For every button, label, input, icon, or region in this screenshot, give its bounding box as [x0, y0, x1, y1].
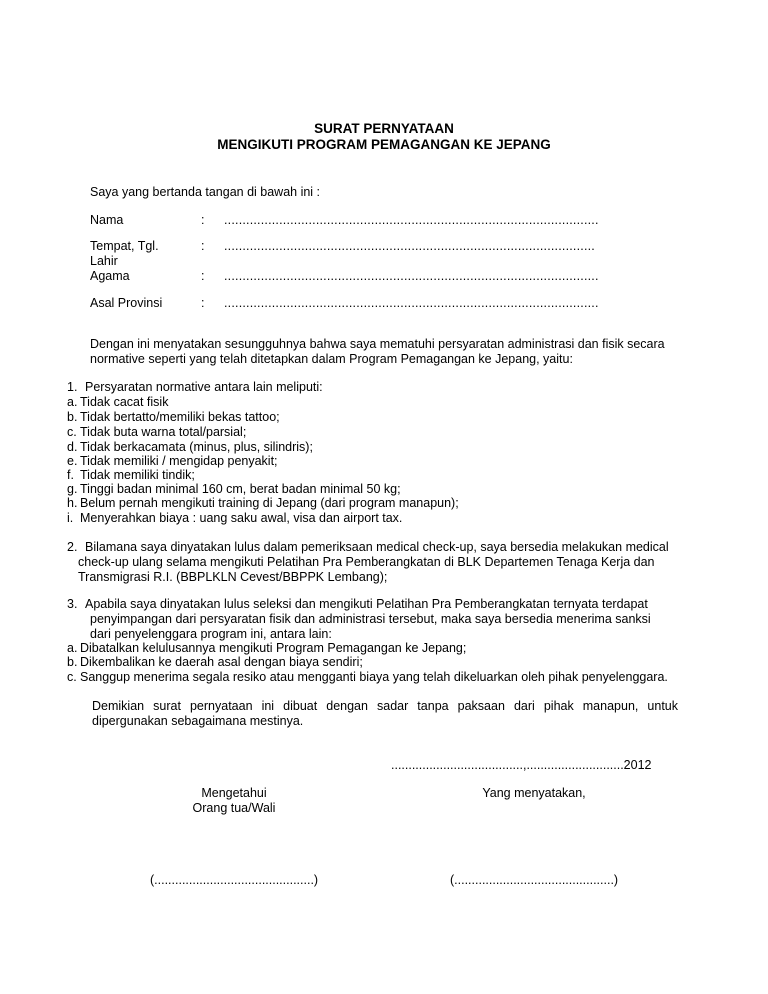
field-tempat-tgl-blank: .....................................................................................................	[224, 239, 595, 253]
document-title: SURAT PERNYATAAN	[314, 121, 454, 136]
list-item: Belum pernah mengikuti training di Jepang (dari program manapun);	[80, 496, 459, 510]
field-label-nama: Nama	[90, 213, 124, 227]
list-item: Dikembalikan ke daerah asal dengan biaya sendiri;	[80, 655, 363, 669]
list-item-marker: c.	[67, 670, 77, 684]
field-asal-provinsi-blank: ......................................................................................................	[224, 296, 599, 310]
section-1-number: 1.	[67, 380, 78, 394]
list-item-marker: h.	[67, 496, 78, 510]
section-3-line-1: Apabila saya dinyatakan lulus seleksi dan mengikuti Pelatihan Pra Pemberangkatan ternyata terdapat	[85, 597, 648, 611]
list-item: Tidak buta warna total/parsial;	[80, 425, 247, 439]
list-item: Tidak cacat fisik	[80, 395, 169, 409]
sign-left-name-blank: (..............................................)	[150, 873, 319, 887]
list-item-marker: b.	[67, 655, 78, 669]
sign-right-heading: Yang menyatakan,	[482, 786, 586, 800]
list-item-marker: a.	[67, 641, 78, 655]
intro-text: Saya yang bertanda tangan di bawah ini :	[90, 185, 321, 199]
list-item: Menyerahkan biaya : uang saku awal, visa dan airport tax.	[80, 511, 403, 525]
closing-line-1: Demikian surat pernyataan ini dibuat dengan sadar tanpa paksaan dari pihak manapun, untuk	[92, 699, 678, 713]
sign-right-name-blank: (..............................................)	[450, 873, 619, 887]
field-colon: :	[201, 213, 205, 227]
list-item-marker: e.	[67, 454, 78, 468]
closing-line-2: dipergunakan sebagaimana mestinya.	[92, 714, 304, 728]
statement-line-2: normative seperti yang telah ditetapkan dalam Program Pemagangan ke Jepang, yaitu:	[90, 352, 573, 366]
field-label-agama: Agama	[90, 269, 130, 283]
list-item-marker: b.	[67, 410, 78, 424]
list-item-marker: f.	[67, 468, 74, 482]
section-3-number: 3.	[67, 597, 78, 611]
section-1-text: Persyaratan normative antara lain meliputi:	[85, 380, 323, 394]
section-2-line-2: check-up ulang selama mengikuti Pelatihan Pra Pemberangkatan di BLK Departemen Tenaga Kerja dan	[78, 555, 655, 569]
list-item: Tidak memiliki / mengidap penyakit;	[80, 454, 278, 468]
section-3-line-2: penyimpangan dari persyaratan fisik dan administrasi tersebut, maka saya bersedia menerima sanksi	[90, 612, 651, 626]
list-item: Tidak memiliki tindik;	[80, 468, 195, 482]
list-item-marker: c.	[67, 425, 77, 439]
section-2-line-1: Bilamana saya dinyatakan lulus dalam pemeriksaan medical check-up, saya bersedia melakukan medical	[85, 540, 669, 554]
list-item: Dibatalkan kelulusannya mengikuti Program Pemagangan ke Jepang;	[80, 641, 467, 655]
field-colon: :	[201, 296, 205, 310]
sign-left-subheading: Orang tua/Wali	[192, 801, 276, 815]
list-item-marker: a.	[67, 395, 78, 409]
section-3-line-3: dari penyelenggara program ini, antara lain:	[90, 627, 332, 641]
list-item-marker: g.	[67, 482, 78, 496]
field-agama-blank: ......................................................................................................	[224, 269, 599, 283]
field-label-lahir: Lahir	[90, 254, 118, 268]
statement-line-1: Dengan ini menyatakan sesungguhnya bahwa saya mematuhi persyaratan administrasi dan fisik secara	[90, 337, 665, 351]
section-2-number: 2.	[67, 540, 78, 554]
list-item-marker: i.	[67, 511, 74, 525]
list-item: Sanggup menerima segala resiko atau mengganti biaya yang telah dikeluarkan oleh pihak penyelenggara.	[80, 670, 668, 684]
field-nama-blank: ......................................................................................................	[224, 213, 599, 227]
sign-left-heading: Mengetahui	[201, 786, 267, 800]
list-item: Tidak bertatto/memiliki bekas tattoo;	[80, 410, 280, 424]
field-label-asal-provinsi: Asal Provinsi	[90, 296, 163, 310]
list-item: Tinggi badan minimal 160 cm, berat badan minimal 50 kg;	[80, 482, 401, 496]
list-item: Tidak berkacamata (minus, plus, silindris);	[80, 440, 313, 454]
field-colon: :	[201, 269, 205, 283]
document-subtitle: MENGIKUTI PROGRAM PEMAGANGAN KE JEPANG	[217, 137, 551, 152]
field-label-tempat-tgl: Tempat, Tgl.	[90, 239, 159, 253]
field-colon: :	[201, 239, 205, 253]
list-item-marker: d.	[67, 440, 78, 454]
date-line: ......................................,............................2012	[391, 758, 652, 772]
section-2-line-3: Transmigrasi R.I. (BBPLKLN Cevest/BBPPK Lembang);	[78, 570, 388, 584]
